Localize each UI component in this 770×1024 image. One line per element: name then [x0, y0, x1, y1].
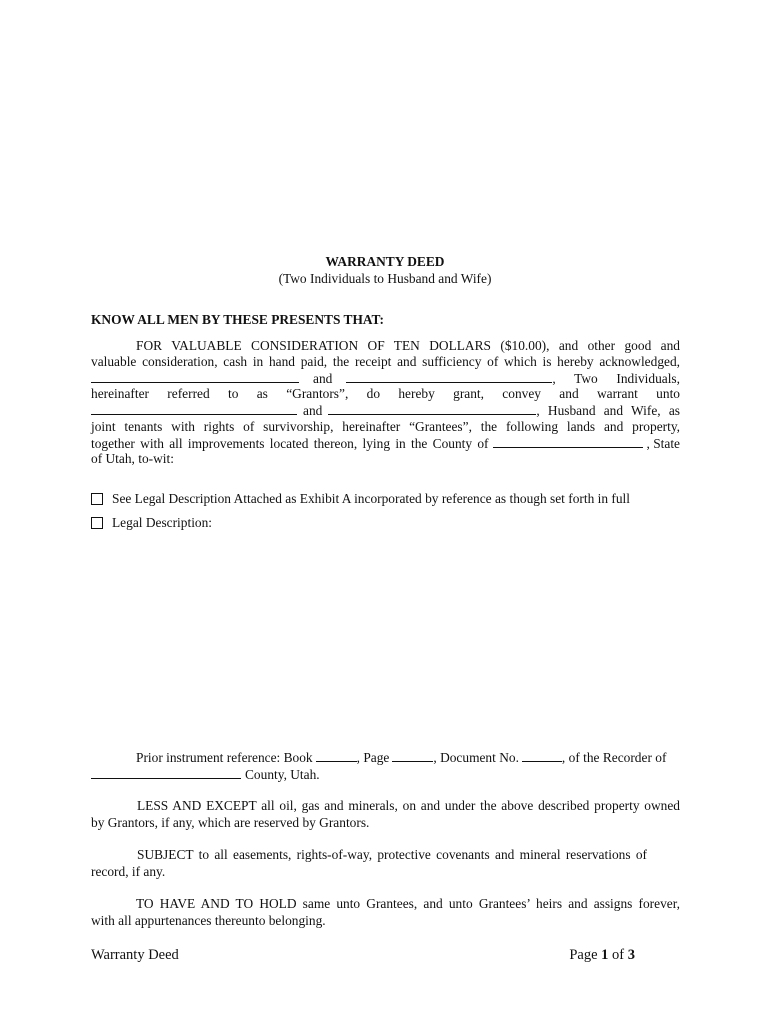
page-text: , Page — [356, 750, 390, 765]
and-word: and — [313, 371, 333, 386]
recorder-county-line — [91, 766, 320, 783]
exhibit-checkbox[interactable] — [91, 493, 103, 505]
consideration-line-8: of Utah, to-wit: — [91, 451, 174, 466]
exhibit-option-label: See Legal Description Attached as Exhibit A incorporated by reference as though set forth in full — [112, 491, 630, 506]
document-no-blank[interactable] — [522, 749, 562, 762]
document-no-text: , Document No. — [433, 750, 519, 765]
habendum-line-1: TO HAVE AND TO HOLD same unto Grantees, and unto Grantees’ heirs and assigns forever, — [136, 896, 680, 911]
footer-page-number — [569, 947, 635, 963]
consideration-line-6: joint tenants with rights of survivorship, hereinafter “Grantees”, the following lands and property, — [91, 419, 680, 434]
grantors-line — [91, 370, 680, 387]
grantor-2-blank[interactable] — [346, 370, 552, 383]
exhibit-option-row — [91, 491, 630, 507]
county-line — [91, 435, 680, 452]
prior-reference-text: Prior instrument reference: Book — [136, 750, 313, 765]
legal-option-label: Legal Description: — [112, 515, 213, 530]
consideration-line-1: FOR VALUABLE CONSIDERATION OF TEN DOLLARS ($10.00), and other good and — [136, 338, 680, 353]
book-blank[interactable] — [316, 749, 357, 762]
consideration-line-4: hereinafter referred to as “Grantors”, do hereby grant, convey and warrant unto — [91, 386, 680, 401]
current-page: 1 — [601, 947, 609, 963]
total-pages: 3 — [627, 947, 635, 963]
and-word-2: and — [303, 403, 323, 418]
page-blank[interactable] — [392, 749, 433, 762]
husband-wife-text: , Husband and Wife, as — [536, 403, 680, 418]
legal-description-checkbox[interactable] — [91, 517, 103, 529]
recorder-text: , of the Recorder of — [561, 750, 667, 765]
grantor-1-blank[interactable] — [91, 370, 299, 383]
of-word: of — [612, 947, 625, 963]
page-word: Page — [569, 947, 598, 963]
document-title: WARRANTY DEED — [325, 254, 445, 269]
consideration-line-2: valuable consideration, cash in hand paid, the receipt and sufficiency of which is hereby acknowledged, — [91, 354, 680, 369]
two-individuals-text: , Two Individuals, — [552, 371, 680, 386]
grantee-1-blank[interactable] — [91, 402, 297, 415]
habendum-line-2: with all appurtenances thereunto belonging. — [91, 913, 326, 928]
footer-document-name: Warranty Deed — [91, 947, 179, 963]
legal-option-row — [91, 515, 212, 531]
grantees-line — [91, 402, 680, 419]
less-except-line-2: by Grantors, if any, which are reserved by Grantors. — [91, 815, 370, 830]
county-line-text: together with all improvements located thereon, lying in the County of — [91, 436, 489, 451]
document-subtitle: (Two Individuals to Husband and Wife) — [278, 271, 492, 286]
state-text: , State — [646, 436, 680, 451]
less-except-line-1: LESS AND EXCEPT all oil, gas and minerals, on and under the above described property owned — [137, 798, 680, 813]
subject-line-2: record, if any. — [91, 864, 166, 879]
recorder-county-blank[interactable] — [91, 766, 241, 779]
subject-line-1: SUBJECT to all easements, rights-of-way, protective covenants and mineral reservations of — [137, 847, 647, 862]
prior-reference-line — [136, 749, 680, 766]
grantee-2-blank[interactable] — [328, 402, 536, 415]
county-blank[interactable] — [493, 435, 643, 448]
section-heading: KNOW ALL MEN BY THESE PRESENTS THAT: — [91, 312, 384, 327]
county-utah-text: County, Utah. — [245, 767, 320, 782]
